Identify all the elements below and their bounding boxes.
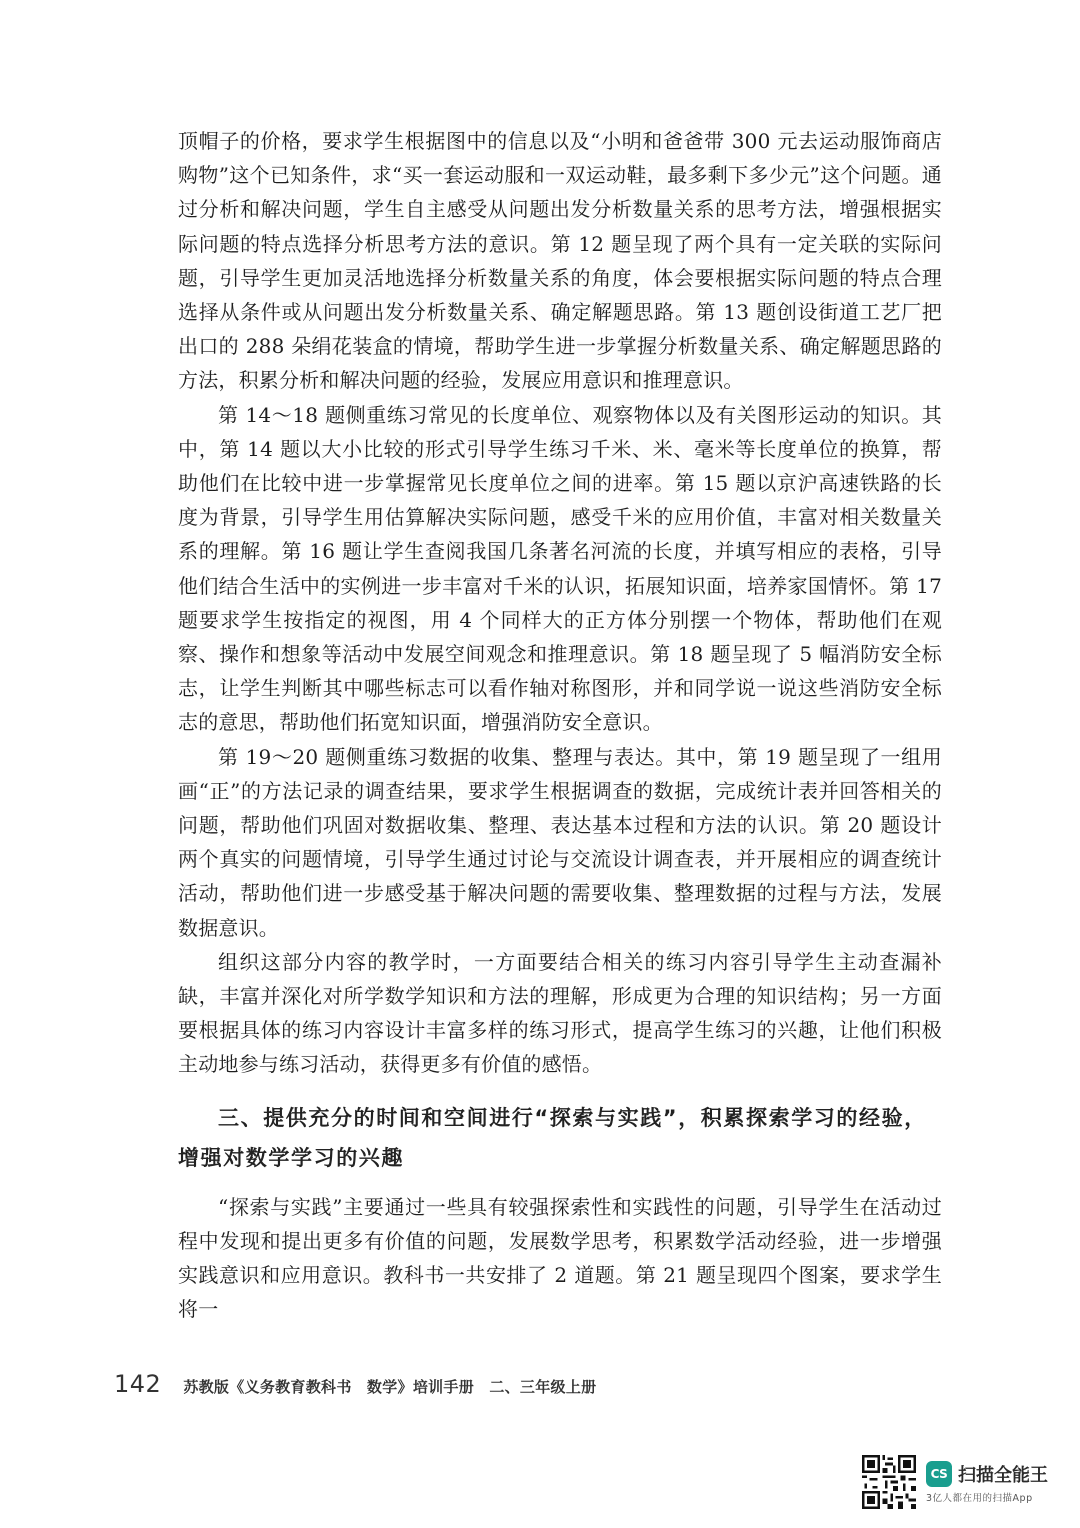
paragraph-teaching-organization: 组织这部分内容的教学时，一方面要结合相关的练习内容引导学生主动查漏补缺，丰富并深化对所学数学知识和方法的理解，形成更为合理的知识结构；另一方面要根据具体的练习内容设计丰富多样的练习形式，提高学生练习的兴趣，让他们积极主动地参与练习活动，获得更多有价值的感悟。	[178, 949, 942, 1077]
brand-row	[926, 1461, 1048, 1487]
cs-logo-icon: CS	[926, 1461, 952, 1487]
section-heading: 三、提供充分的时间和空间进行“探索与实践”，积累探索学习的经验，增强对数学学习的兴趣	[178, 1105, 927, 1170]
qr-code-icon	[862, 1455, 916, 1509]
paragraph-data-collection: 第 19～20 题侧重练习数据的收集、整理与表达。其中，第 19 题呈现了一组用画“正”的方法记录的调查结果，要求学生根据调查的数据，完成统计表并回答相关的问题，帮助他们巩固对数据收集、整理、表达基本过程和方法的认识。第 20 题设计两个真实的问题情境，引导学生通过讨论与交流设计调查表，并开展相应的调查统计活动，帮助他们进一步感受基于解决问题的需要收集、整理数据的过程与方法，发展数据意识。	[178, 744, 942, 940]
brand-block	[926, 1461, 1048, 1504]
brand-name: 扫描全能王	[958, 1464, 1048, 1486]
paragraph-length-units: 第 14～18 题侧重练习常见的长度单位、观察物体以及有关图形运动的知识。其中，第 14 题以大小比较的形式引导学生练习千米、米、毫米等长度单位的换算，帮助他们在比较中进一步掌握常见长度单位之间的进率。第 15 题以京沪高速铁路的长度为背景，引导学生用估算解决实际问题，感受千米的应用价值，丰富对相关数量关系的理解。第 16 题让学生查阅我国几条著名河流的长度，并填写相应的表格，引导他们结合生活中的实例进一步丰富对千米的认识，拓展知识面，培养家国情怀。第 17 题要求学生按指定的视图，用 4 个同样大的正方体分别摆一个物体，帮助他们在观察、操作和想象等活动中发展空间观念和推理意识。第 18 题呈现了 5 幅消防安全标志，让学生判断其中哪些标志可以看作轴对称图形，并和同学说一说这些消防安全标志的意思，帮助他们拓宽知识面，增强消防安全意识。	[178, 402, 942, 735]
paragraph-exploration-practice: “探索与实践”主要通过一些具有较强探索性和实践性的问题，引导学生在活动过程中发现和提出更多有价值的问题，发展数学思考，积累数学活动经验，进一步增强实践意识和应用意识。教科书一共安排了 2 道题。第 21 题呈现四个图案，要求学生将一	[178, 1194, 942, 1322]
page-number: 142	[114, 1370, 162, 1398]
body-text	[178, 124, 942, 1327]
book-title: 苏教版《义务教育教科书 数学》培训手册 二、三年级上册	[183, 1378, 597, 1396]
brand-tagline: 3亿人都在用的扫描App	[926, 1492, 1033, 1504]
scanner-watermark	[862, 1454, 1048, 1510]
page-footer	[114, 1370, 596, 1402]
paragraph-continued: 顶帽子的价格，要求学生根据图中的信息以及“小明和爸爸带 300 元去运动服饰商店购物”这个已知条件，求“买一套运动服和一双运动鞋，最多剩下多少元”这个问题。通过分析和解决问题，学生自主感受从问题出发分析数量关系的思考方法，增强根据实际问题的特点选择分析思考方法的意识。第 12 题呈现了两个具有一定关联的实际问题，引导学生更加灵活地选择分析数量关系的角度，体会要根据实际问题的特点合理选择从条件或从问题出发分析数量关系、确定解题思路。第 13 题创设街道工艺厂把出口的 288 朵绢花装盒的情境，帮助学生进一步掌握分析数量关系、确定解题思路的方法，积累分析和解决问题的经验，发展应用意识和推理意识。	[178, 129, 942, 393]
